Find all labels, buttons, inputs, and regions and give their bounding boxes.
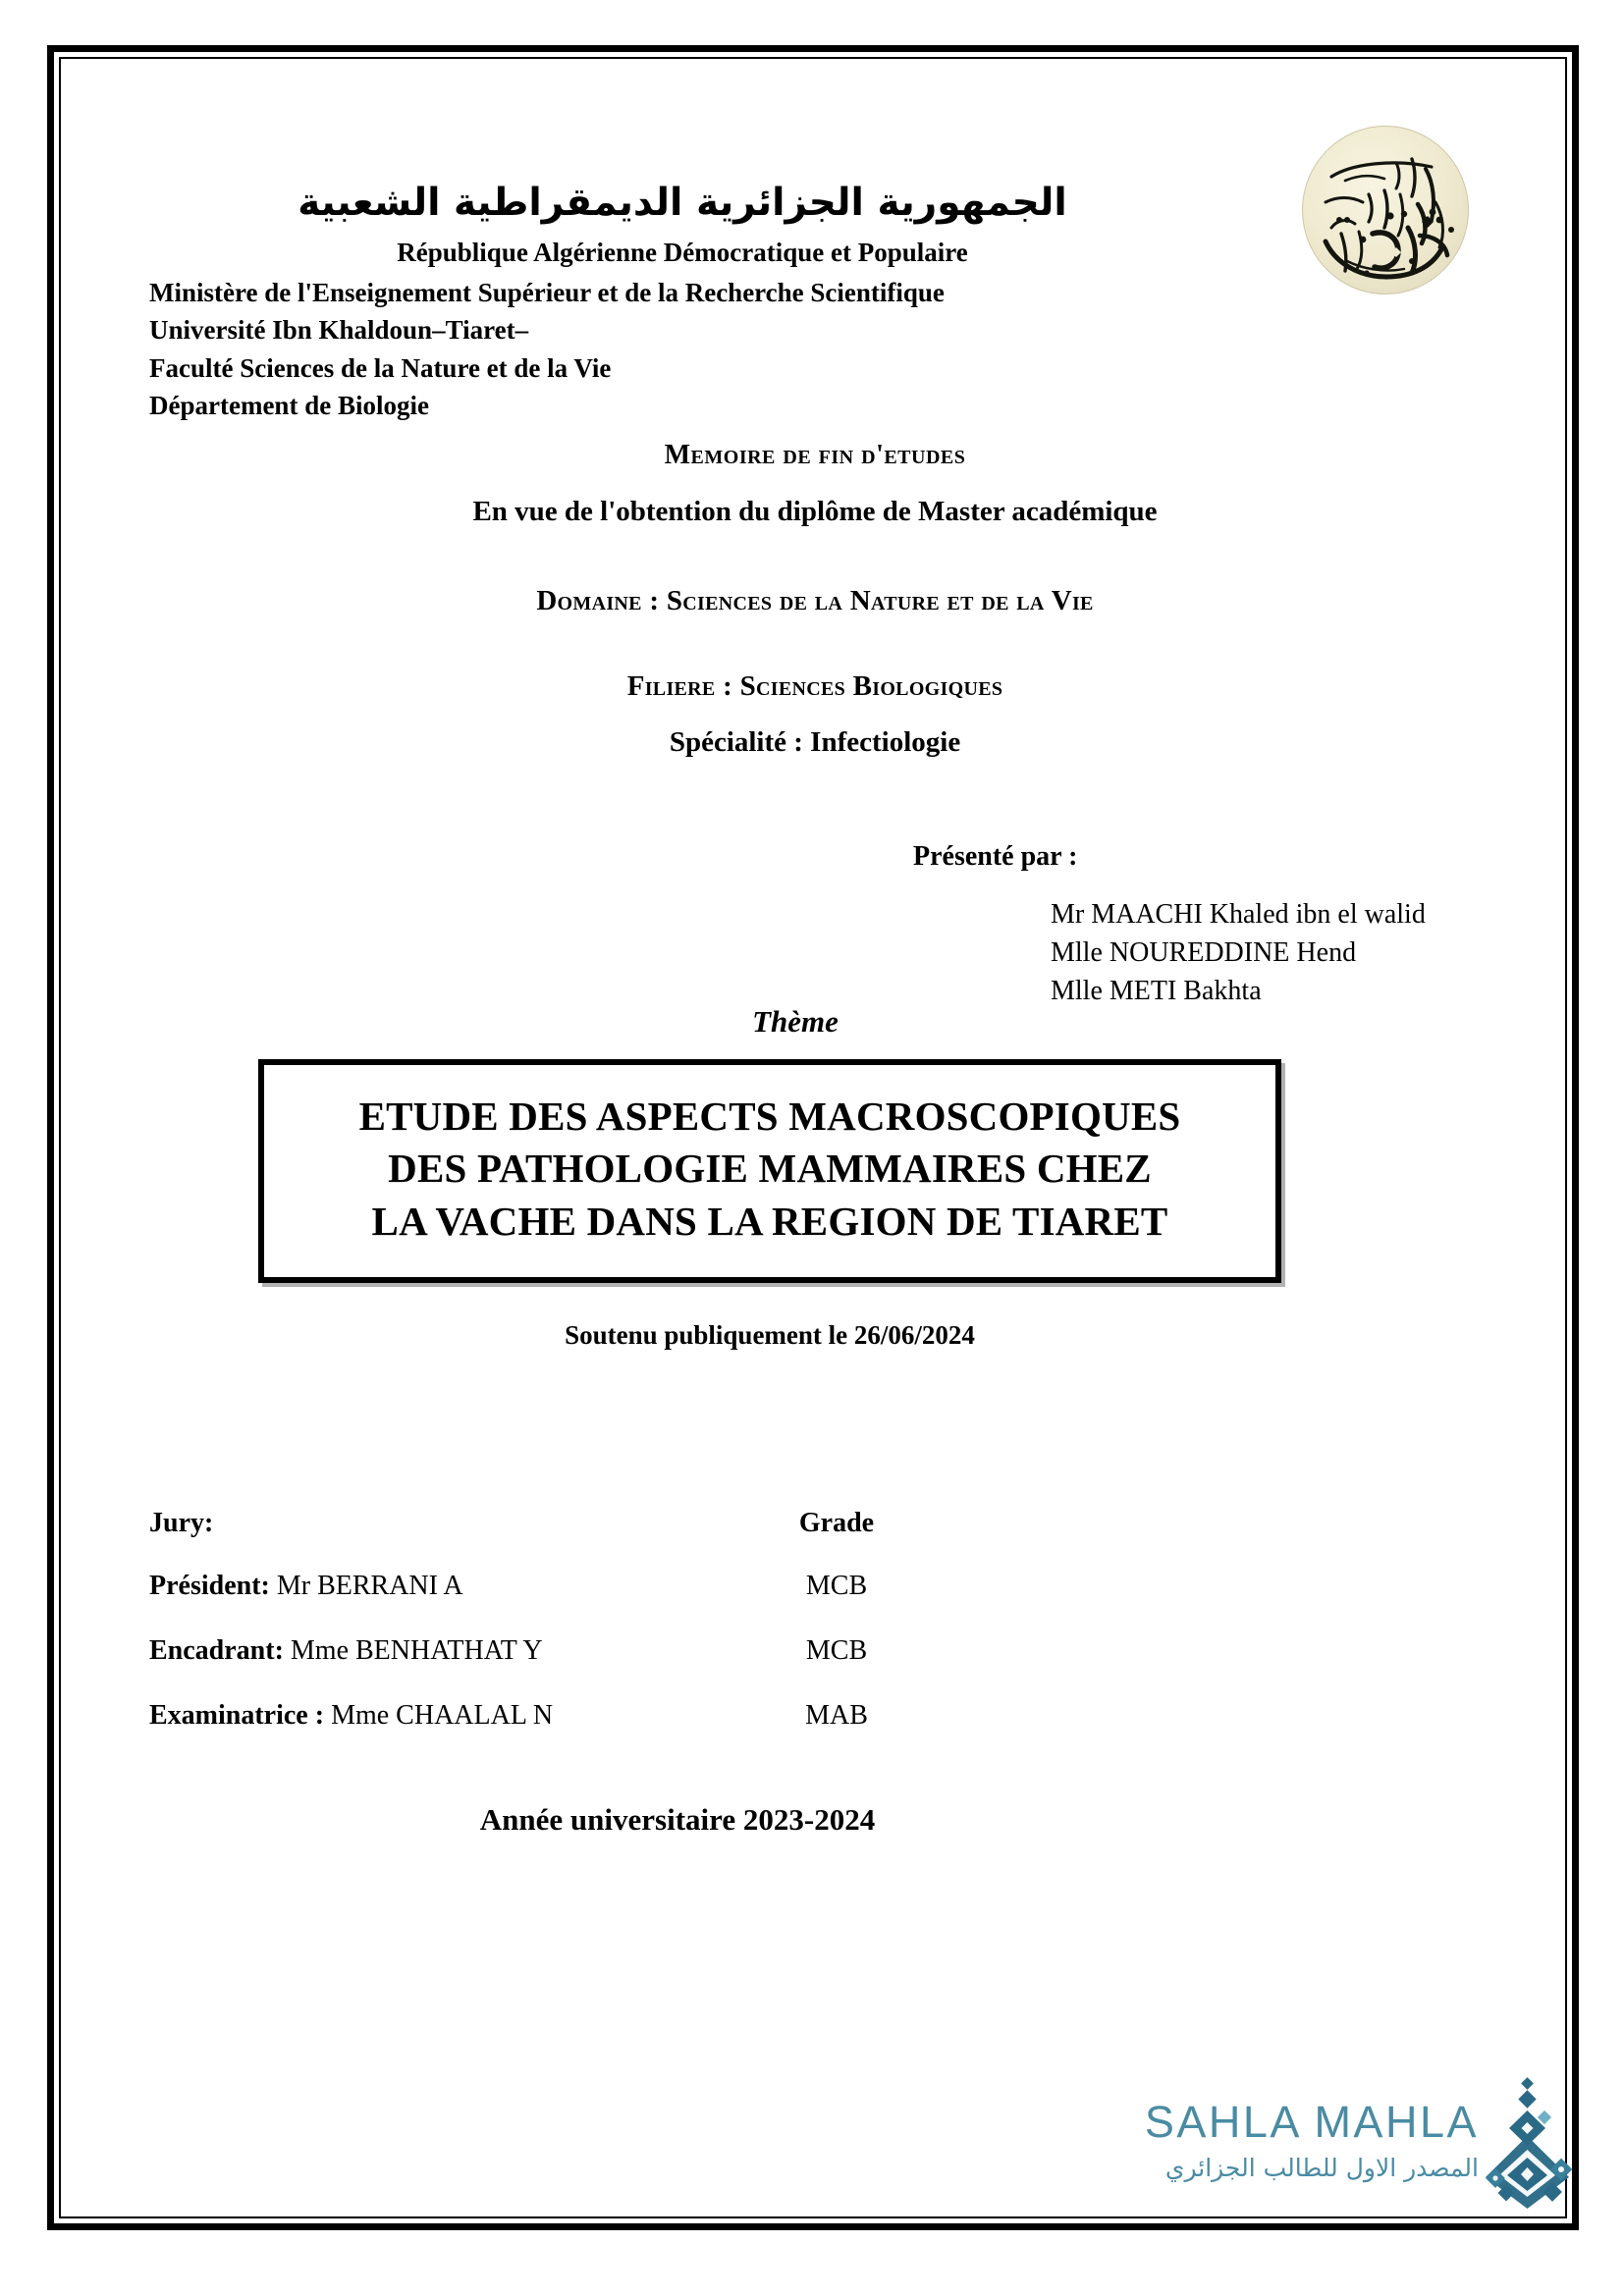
jury-role: Président: [149, 1570, 270, 1601]
theme-label: Thème [752, 1004, 839, 1039]
jury-table [149, 1498, 1249, 1741]
filiere-line: Filiere : Sciences Biologiques [626, 670, 1003, 702]
jury-grade: MCB [805, 1570, 868, 1601]
list-item: Mlle METI Bakhta [1051, 976, 1262, 1007]
sahla-mahla-watermark [1086, 2077, 1597, 2224]
jury-name: Mr BERRANI A [269, 1570, 463, 1601]
domaine-line: Domaine : Sciences de la Nature et de la Vie [536, 585, 1094, 616]
academic-year-line: Année universitaire 2023-2024 [479, 1801, 876, 1837]
page-title-line-2: DES PATHOLOGIE MAMMAIRES CHEZ [388, 1146, 1152, 1192]
specialite-line: Spécialité : Infectiologie [669, 726, 961, 758]
page-title: ETUDE DES ASPECTS MACROSCOPIQUES [358, 1094, 1181, 1139]
watermark-brand-text: SAHLA MAHLA [1144, 2097, 1479, 2147]
watermark-tagline-arabic: المصدر الاول للطالب الجزائري [1164, 2154, 1479, 2182]
university-line: Université Ibn Khaldoun–Tiaret– [149, 315, 529, 346]
jury-header-label: Jury: [149, 1507, 214, 1538]
table-row [149, 1498, 1249, 1549]
memoire-label: Memoire de fin d'etudes [664, 440, 966, 470]
faculty-line: Faculté Sciences de la Nature et de la Vie [149, 352, 612, 383]
institution-header [69, 61, 1561, 420]
ministry-line: Ministère de l'Enseignement Supérieur et de la Recherche Scientifique [149, 278, 945, 307]
table-row [149, 1626, 1249, 1677]
jury-role: Examinatrice : [149, 1699, 325, 1731]
presented-by-label: Présenté par : [913, 841, 1078, 872]
administration-lines [149, 274, 945, 424]
jury-grade: MAB [805, 1699, 868, 1731]
list-item: Mlle NOUREDDINE Hend [1051, 937, 1357, 969]
jury-role: Encadrant: [149, 1634, 284, 1666]
list-item: Mr MAACHI Khaled ibn el walid [1051, 899, 1426, 930]
republic-french-line: République Algérienne Démocratique et Populaire [397, 238, 968, 267]
table-row [149, 1561, 1249, 1612]
university-seal-icon [1302, 126, 1469, 294]
table-row [149, 1690, 1249, 1741]
page-title-line-3: LA VACHE DANS LA REGION DE TIARET [371, 1198, 1168, 1244]
diploma-block [69, 440, 1561, 759]
sahla-mahla-diamond-icon [1471, 2077, 1589, 2210]
defense-date-line: Soutenu publiquement le 26/06/2024 [565, 1319, 975, 1350]
diploma-purpose: En vue de l'obtention du diplôme de Master académique [472, 496, 1158, 527]
thesis-title-box [258, 1059, 1281, 1283]
arabic-republic-line: الجمهورية الجزائرية الديمقراطية الشعبية [298, 181, 1067, 225]
department-line: Département de Biologie [149, 390, 429, 420]
page-content [69, 61, 1561, 2228]
grade-column-header: Grade [798, 1507, 875, 1538]
jury-name: Mme CHAALAL N [324, 1699, 554, 1731]
student-list [1051, 895, 1426, 1011]
jury-grade: MCB [805, 1634, 868, 1666]
jury-name: Mme BENHATHAT Y [283, 1634, 543, 1666]
presented-by-block [69, 841, 1561, 1007]
